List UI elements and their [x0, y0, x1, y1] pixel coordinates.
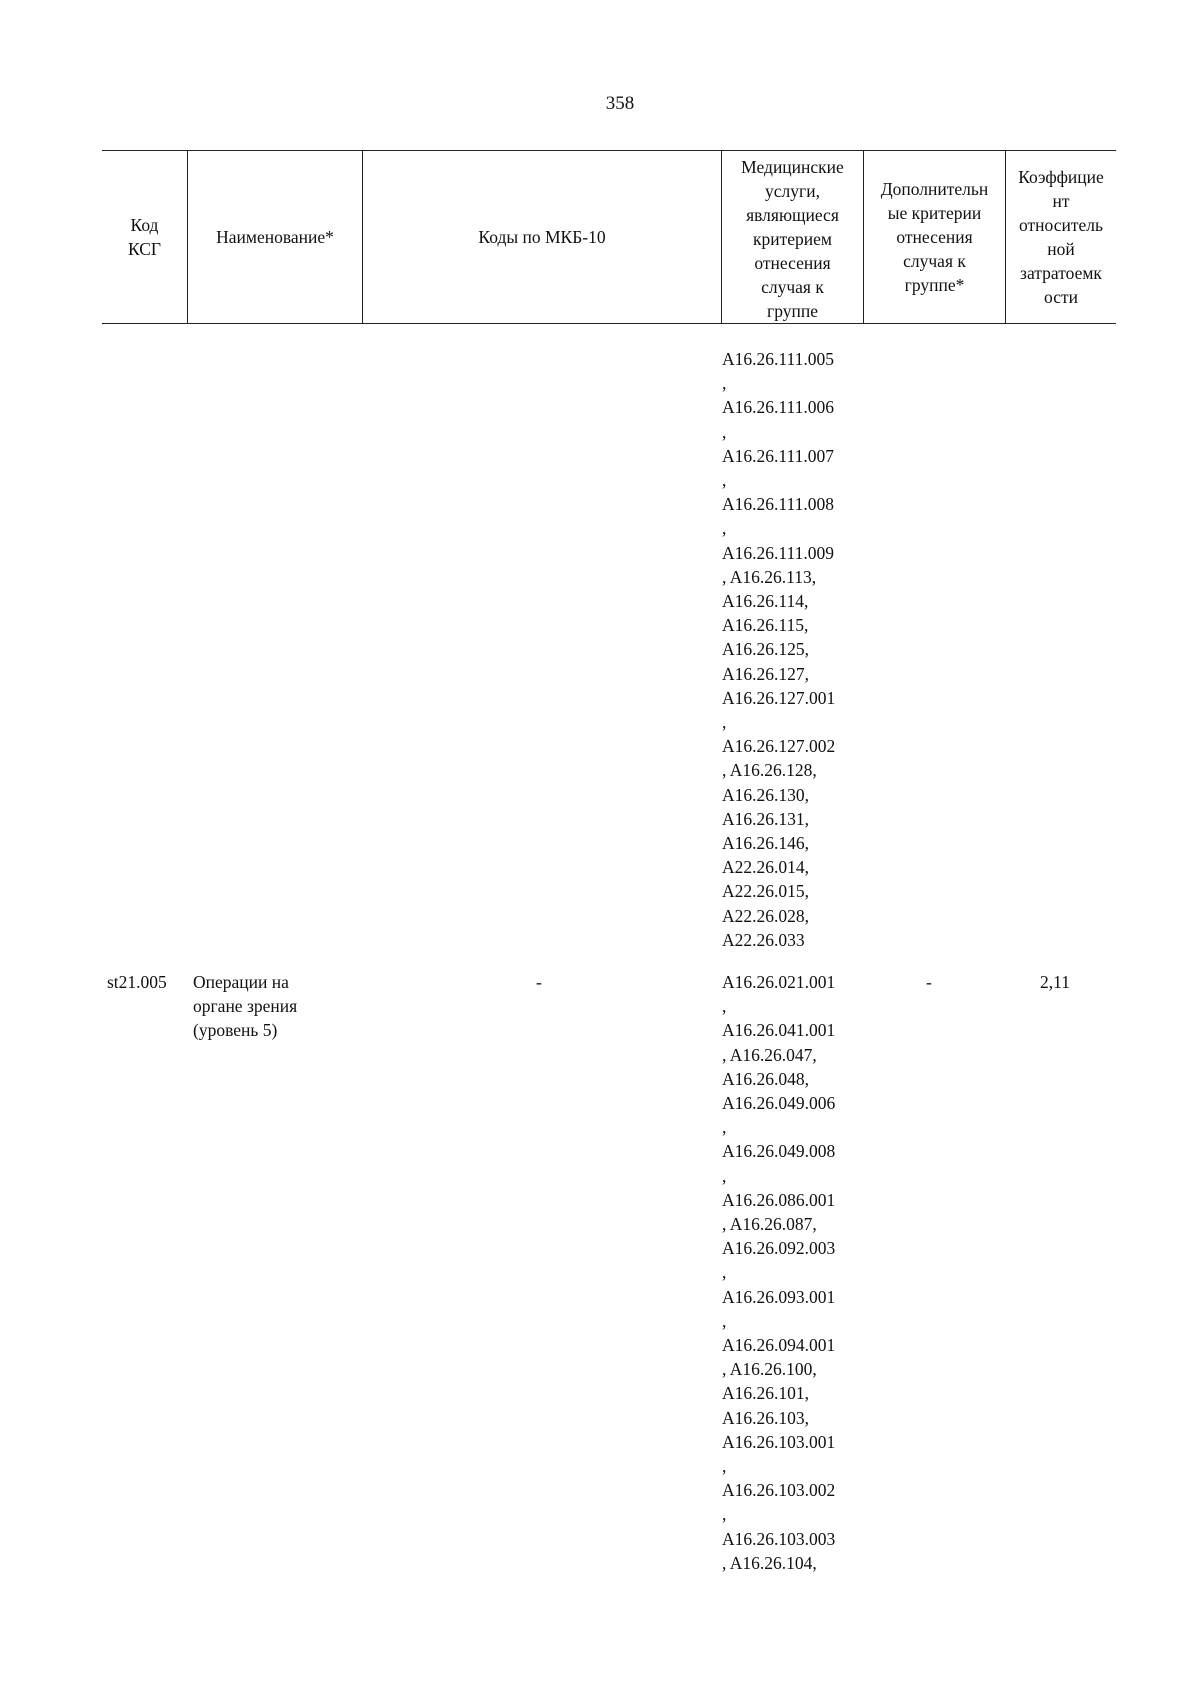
- code-line: , A16.26.128,: [722, 760, 817, 781]
- code-line: A16.26.114,: [722, 591, 809, 612]
- row-service-codes: [722, 970, 872, 1575]
- code-line: A16.26.111.006: [722, 397, 834, 418]
- code-line: A16.26.048,: [722, 1068, 810, 1089]
- code-line: ,: [722, 421, 727, 442]
- header-mkb-codes: Коды по МКБ-10: [362, 151, 721, 323]
- code-line: Операции на: [193, 972, 289, 992]
- code-line: ,: [722, 470, 727, 491]
- code-line: A16.26.130,: [722, 784, 810, 805]
- code-line: ,: [722, 712, 727, 733]
- code-line: A22.26.028,: [722, 905, 810, 926]
- row-name: [193, 970, 353, 1043]
- code-line: A16.26.111.009: [722, 542, 834, 563]
- code-line: A16.26.111.005: [722, 349, 834, 369]
- coefficient: 2,11: [1040, 972, 1070, 992]
- code-line: ,: [722, 1165, 727, 1186]
- code-line: A22.26.015,: [722, 881, 810, 902]
- code-line: A16.26.127.002: [722, 736, 836, 757]
- code-line: A16.26.103.003: [722, 1528, 836, 1549]
- code-line: A16.26.094.001: [722, 1335, 836, 1356]
- code-line: A16.26.131,: [722, 808, 810, 829]
- code-line: A16.26.127.001: [722, 687, 836, 708]
- page-number: 358: [605, 93, 635, 114]
- code-line: , A16.26.087,: [722, 1214, 817, 1235]
- code-line: ,: [722, 1504, 727, 1525]
- code-line: A16.26.092.003: [722, 1238, 836, 1259]
- header-coefficient: Коэффицие нт относитель ной затратоемк ости: [1005, 151, 1116, 323]
- ksg-code: st21.005: [107, 972, 167, 992]
- code-line: , A16.26.100,: [722, 1359, 817, 1380]
- code-line: , A16.26.113,: [722, 566, 817, 587]
- code-line: , A16.26.047,: [722, 1044, 817, 1065]
- table-header: [102, 150, 1116, 324]
- code-line: A16.26.111.008: [722, 494, 834, 515]
- continued-service-codes: [722, 347, 872, 952]
- code-line: ,: [722, 1117, 727, 1138]
- code-line: ,: [722, 373, 727, 394]
- code-line: органе зрения: [193, 996, 298, 1017]
- code-line: ,: [722, 518, 727, 539]
- code-line: A16.26.021.001: [722, 972, 836, 992]
- code-line: A16.26.125,: [722, 639, 810, 660]
- code-line: ,: [722, 1262, 727, 1283]
- code-line: A16.26.093.001: [722, 1286, 836, 1307]
- code-line: A16.26.086.001: [722, 1189, 836, 1210]
- code-line: A16.26.049.006: [722, 1093, 836, 1114]
- code-line: A22.26.033: [722, 929, 805, 950]
- code-line: ,: [722, 1456, 727, 1477]
- code-line: A16.26.049.008: [722, 1141, 836, 1162]
- code-line: ,: [722, 996, 727, 1017]
- extra-criteria: -: [926, 972, 932, 992]
- code-line: A16.26.111.007: [722, 445, 834, 466]
- code-line: A16.26.041.001: [722, 1020, 836, 1041]
- code-line: A16.26.103.001: [722, 1431, 836, 1452]
- code-line: A16.26.146,: [722, 833, 810, 854]
- code-line: A22.26.014,: [722, 857, 810, 878]
- code-line: A16.26.103,: [722, 1407, 810, 1428]
- header-ksg-code: Код КСГ: [127, 215, 162, 259]
- code-line: ,: [722, 1310, 727, 1331]
- code-line: , A16.26.104,: [722, 1552, 817, 1573]
- code-line: A16.26.127,: [722, 663, 810, 684]
- header-extra-criteria: Дополнительн ые критерии отнесения случая к группе*: [863, 151, 1005, 323]
- mkb-codes: -: [536, 972, 542, 992]
- code-line: (уровень 5): [193, 1020, 278, 1041]
- header-name: Наименование*: [187, 151, 362, 323]
- code-line: A16.26.101,: [722, 1383, 810, 1404]
- code-line: A16.26.115,: [722, 615, 809, 636]
- code-line: A16.26.103.002: [722, 1480, 836, 1501]
- header-medical-services: Медицинские услуги, являющиеся критерием отнесения случая к группе: [721, 151, 863, 323]
